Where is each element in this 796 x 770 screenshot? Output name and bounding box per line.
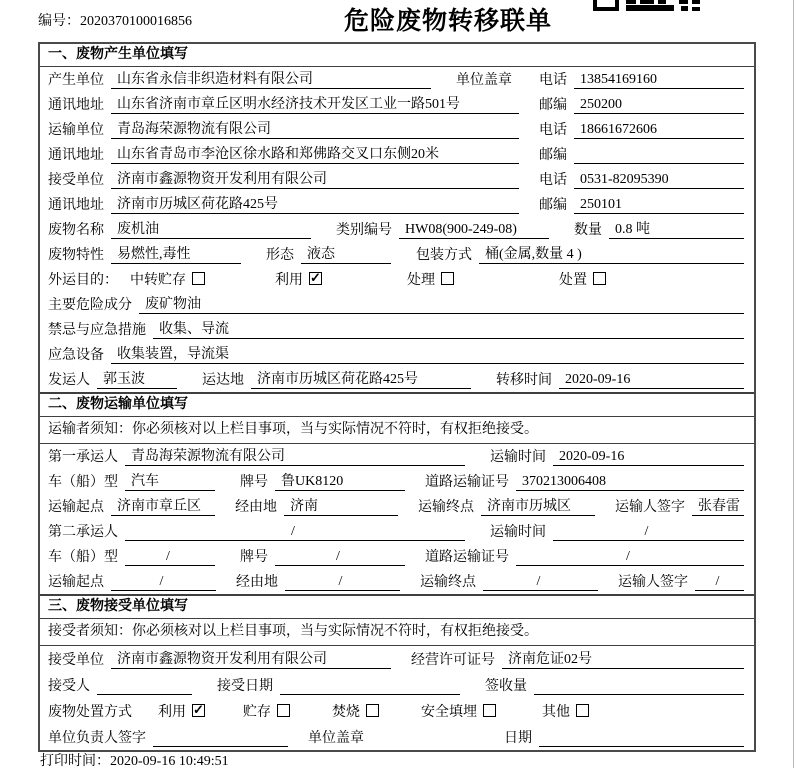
field-label: 单位负责人签字 bbox=[48, 731, 146, 746]
field-label: 接受日期 bbox=[217, 679, 273, 694]
field-value: / bbox=[483, 573, 598, 591]
field-label: 邮编 bbox=[539, 198, 567, 213]
checkbox-label: 中转贮存 bbox=[130, 273, 186, 288]
field-value: 济南市鑫源物资开发利用有限公司 bbox=[111, 651, 391, 669]
print-time bbox=[40, 750, 229, 770]
transporter-unit-row bbox=[40, 117, 754, 142]
field-value: HW08(900-249-08) bbox=[399, 221, 549, 239]
field-value: 18661672606 bbox=[574, 121, 744, 139]
field-label: 电话 bbox=[539, 123, 567, 138]
field-value: 济南危证02号 bbox=[502, 651, 744, 669]
field-label: 数量 bbox=[574, 223, 602, 238]
carrier2-row bbox=[40, 519, 754, 544]
page-title: 危险废物转移联单 bbox=[343, 8, 552, 35]
field-label: 车（船）型 bbox=[48, 550, 118, 565]
section-transporter-title: 二、废物运输单位填写 bbox=[40, 394, 754, 417]
waste-property-row bbox=[40, 242, 754, 267]
field-value bbox=[574, 147, 744, 164]
emergency-measures-row bbox=[40, 317, 754, 342]
receive-unit-row bbox=[40, 646, 754, 672]
checkbox-label: 焚烧 bbox=[332, 705, 360, 720]
field-label: 邮编 bbox=[539, 98, 567, 113]
checkbox-option bbox=[542, 703, 589, 721]
field-label: 类别编号 bbox=[336, 223, 392, 238]
field-label: 牌号 bbox=[240, 475, 268, 490]
field-value: / bbox=[125, 523, 465, 541]
field-value: 废矿物油 bbox=[139, 296, 744, 314]
field-value: 山东省济南市章丘区明水经济技术开发区工业一路501号 bbox=[111, 96, 519, 114]
field-label: 运达地 bbox=[202, 373, 244, 388]
field-value bbox=[280, 678, 460, 695]
field-value: / bbox=[285, 573, 400, 591]
field-label: 外运目的： bbox=[48, 273, 118, 288]
field-label: 日期 bbox=[504, 731, 532, 746]
field-label: 废物特性 bbox=[48, 248, 104, 263]
checkbox-icon bbox=[483, 704, 496, 717]
field-label: 道路运输证号 bbox=[425, 475, 509, 490]
field-label: 邮编 bbox=[539, 148, 567, 163]
transporter-address-row bbox=[40, 142, 754, 167]
field-value: 济南市鑫源物资开发利用有限公司 bbox=[111, 171, 519, 189]
receiver-address-row bbox=[40, 192, 754, 217]
checkbox-label: 处置 bbox=[559, 273, 587, 288]
field-value: 370213006408 bbox=[516, 473, 744, 491]
field-value: 山东省青岛市李沧区徐水路和郑佛路交叉口东侧20米 bbox=[111, 146, 519, 164]
field-label: 车（船）型 bbox=[48, 475, 118, 490]
checkbox-icon bbox=[309, 272, 322, 285]
route2-row bbox=[40, 569, 754, 594]
field-label: 主要危险成分 bbox=[48, 298, 132, 313]
field-label: 电话 bbox=[539, 73, 567, 88]
field-label: 运输单位 bbox=[48, 123, 104, 138]
field-value: 收集、导流 bbox=[153, 321, 744, 339]
checkbox-icon bbox=[576, 704, 589, 717]
producer-address-row bbox=[40, 92, 754, 117]
receiver-person-row bbox=[40, 672, 754, 698]
field-label: 运输人签字 bbox=[618, 575, 688, 590]
field-value: 0.8 吨 bbox=[609, 221, 744, 239]
field-label: 废物名称 bbox=[48, 223, 104, 238]
field-value: 郭玉波 bbox=[97, 371, 177, 389]
field-value: / bbox=[275, 548, 405, 566]
field-value: 青岛海荣源物流有限公司 bbox=[125, 448, 465, 466]
field-value bbox=[534, 678, 744, 695]
print-time-label: 打印时间： bbox=[40, 754, 110, 769]
section-transporter bbox=[40, 392, 754, 594]
checkbox-icon bbox=[441, 272, 454, 285]
waste-name-row bbox=[40, 217, 754, 242]
field-value: 250101 bbox=[574, 196, 744, 214]
field-value: 青岛海荣源物流有限公司 bbox=[111, 121, 519, 139]
field-value: 汽车 bbox=[125, 473, 215, 491]
field-label: 包装方式 bbox=[416, 248, 472, 263]
field-label: 形态 bbox=[266, 248, 294, 263]
field-label: 经由地 bbox=[235, 500, 278, 515]
field-label: 经由地 bbox=[236, 575, 278, 590]
checkbox-icon bbox=[192, 272, 205, 285]
document-header bbox=[0, 0, 796, 40]
disposal-method-row bbox=[40, 698, 754, 724]
checkbox-icon bbox=[593, 272, 606, 285]
checkbox-icon bbox=[277, 704, 290, 717]
field-value: 250200 bbox=[574, 96, 744, 114]
field-label: 接受单位 bbox=[48, 653, 104, 668]
checkbox-option bbox=[332, 703, 379, 721]
receiver-notice: 接受者须知：你必须核对以上栏目事项，当与实际情况不符时，有权拒绝接受。 bbox=[40, 619, 754, 646]
manifest-form bbox=[38, 42, 756, 752]
checkbox-label: 安全填埋 bbox=[421, 705, 477, 720]
field-label: 应急设备 bbox=[48, 348, 104, 363]
field-value: 收集装置，导流渠 bbox=[111, 346, 744, 364]
vehicle1-row bbox=[40, 469, 754, 494]
section-producer-title: 一、废物产生单位填写 bbox=[40, 44, 754, 67]
serial-value: 2020370100016856 bbox=[80, 14, 192, 29]
checkbox-option bbox=[158, 703, 205, 721]
field-value bbox=[153, 730, 288, 747]
field-label: 签收量 bbox=[485, 679, 527, 694]
field-label: 运输起点 bbox=[48, 575, 104, 590]
checkbox-label: 其他 bbox=[542, 705, 570, 720]
field-label: 发运人 bbox=[48, 373, 90, 388]
hazard-component-row bbox=[40, 292, 754, 317]
field-label: 接受人 bbox=[48, 679, 90, 694]
field-label: 禁忌与应急措施 bbox=[48, 323, 146, 338]
field-label: 接受单位 bbox=[48, 173, 104, 188]
field-label: 经营许可证号 bbox=[411, 653, 495, 668]
field-label: 单位盖章 bbox=[308, 731, 364, 746]
checkbox-option bbox=[275, 271, 322, 289]
field-label: 电话 bbox=[539, 173, 567, 188]
field-value: 2020-09-16 bbox=[559, 371, 744, 389]
checkbox-icon bbox=[192, 704, 205, 717]
field-label: 通讯地址 bbox=[48, 198, 104, 213]
section-receiver bbox=[40, 594, 754, 750]
emergency-equipment-row bbox=[40, 342, 754, 367]
field-value bbox=[97, 678, 192, 695]
consignor-row bbox=[40, 367, 754, 392]
field-value bbox=[539, 730, 744, 747]
field-label: 牌号 bbox=[240, 550, 268, 565]
checkbox-label: 利用 bbox=[275, 273, 303, 288]
field-label: 运输时间 bbox=[490, 525, 546, 540]
field-value: 废机油 bbox=[111, 221, 311, 239]
field-label: 运输人签字 bbox=[615, 500, 685, 515]
signature-row bbox=[40, 724, 754, 750]
checkbox-label: 处理 bbox=[407, 273, 435, 288]
field-label: 第二承运人 bbox=[48, 525, 118, 540]
field-value: / bbox=[125, 548, 215, 566]
checkbox-icon bbox=[366, 704, 379, 717]
receiver-unit-row bbox=[40, 167, 754, 192]
field-value: / bbox=[695, 573, 744, 591]
field-value: 济南 bbox=[284, 498, 398, 516]
field-label: 单位盖章 bbox=[456, 73, 512, 88]
field-value: / bbox=[553, 523, 744, 541]
field-value: / bbox=[111, 573, 216, 591]
field-value: 液态 bbox=[301, 246, 391, 264]
field-label: 转移时间 bbox=[496, 373, 552, 388]
field-label: 第一承运人 bbox=[48, 450, 118, 465]
checkbox-option bbox=[421, 703, 496, 721]
field-value: 济南市历城区 bbox=[481, 498, 595, 516]
field-value: 张春雷 bbox=[692, 498, 744, 516]
section-receiver-title: 三、废物接受单位填写 bbox=[40, 596, 754, 619]
field-label: 道路运输证号 bbox=[425, 550, 509, 565]
field-value: 济南市章丘区 bbox=[111, 498, 215, 516]
field-label: 运输终点 bbox=[420, 575, 476, 590]
field-value: 易燃性,毒性 bbox=[111, 246, 241, 264]
carrier1-row bbox=[40, 444, 754, 469]
field-value: 济南市历城区荷花路425号 bbox=[111, 196, 519, 214]
field-label: 运输终点 bbox=[418, 500, 475, 515]
checkbox-label: 贮存 bbox=[243, 705, 271, 720]
checkbox-option bbox=[559, 271, 606, 289]
checkbox-option bbox=[243, 703, 290, 721]
vehicle2-row bbox=[40, 544, 754, 569]
field-value: 2020-09-16 bbox=[553, 448, 744, 466]
field-value: 桶(金属,数量 4 ) bbox=[479, 246, 744, 264]
field-label: 产生单位 bbox=[48, 73, 104, 88]
field-label: 运输时间 bbox=[490, 450, 546, 465]
serial-label: 编号： bbox=[38, 14, 80, 29]
field-label: 通讯地址 bbox=[48, 98, 104, 113]
field-label: 通讯地址 bbox=[48, 148, 104, 163]
qr-code-fragment-icon bbox=[593, 0, 700, 11]
field-value: / bbox=[516, 548, 744, 566]
checkbox-option bbox=[130, 271, 205, 289]
route1-row bbox=[40, 494, 754, 519]
field-label: 运输起点 bbox=[48, 500, 104, 515]
field-value: 鲁UK8120 bbox=[275, 473, 405, 491]
field-value: 13854169160 bbox=[574, 71, 744, 89]
field-value: 山东省永信非织造材料有限公司 bbox=[111, 71, 431, 89]
field-label: 废物处置方式 bbox=[48, 705, 132, 720]
print-time-value: 2020-09-16 10:49:51 bbox=[110, 754, 229, 769]
field-value: 济南市历城区荷花路425号 bbox=[251, 371, 471, 389]
section-producer bbox=[40, 44, 754, 392]
producer-unit-row bbox=[40, 67, 754, 92]
checkbox-label: 利用 bbox=[158, 705, 186, 720]
transporter-notice: 运输者须知：你必须核对以上栏目事项，当与实际情况不符时，有权拒绝接受。 bbox=[40, 417, 754, 444]
window-edge-divider bbox=[793, 0, 794, 768]
checkbox-option bbox=[407, 271, 454, 289]
field-value: 0531-82095390 bbox=[574, 171, 744, 189]
transfer-purpose-row bbox=[40, 267, 754, 292]
